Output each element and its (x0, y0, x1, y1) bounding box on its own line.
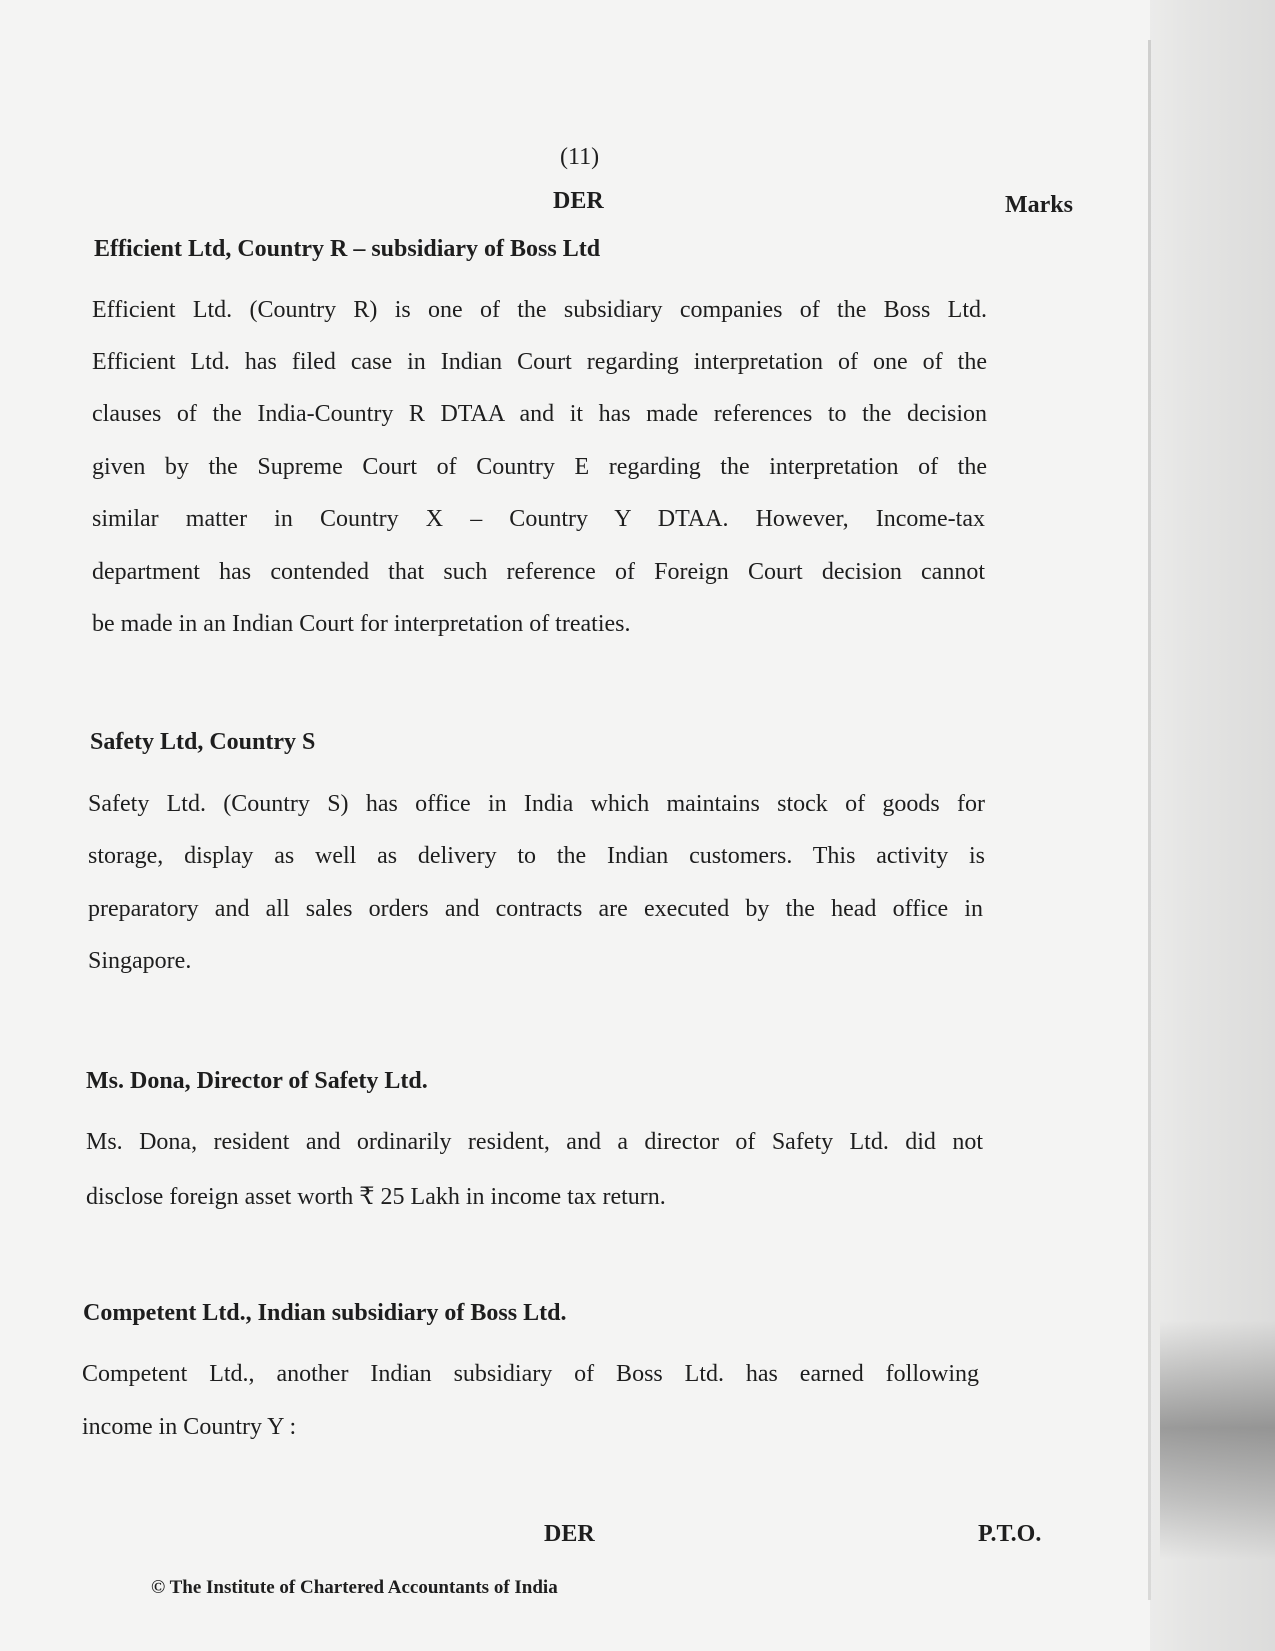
paragraph-line: Ms. Dona, resident and ordinarily resident, and a director of Safety Ltd. did not (86, 1129, 983, 1155)
section-heading-safety: Safety Ltd, Country S (90, 729, 316, 755)
paper-code-header: DER (553, 188, 604, 214)
paragraph-line: given by the Supreme Court of Country E regarding the interpretation of the (92, 454, 987, 480)
pto-label: P.T.O. (978, 1521, 1042, 1547)
paragraph-line: preparatory and all sales orders and contracts are executed by the head office in (88, 896, 983, 922)
copyright-notice: © The Institute of Chartered Accountants of India (151, 1577, 558, 1598)
paragraph-line: Efficient Ltd. (Country R) is one of the subsidiary companies of the Boss Ltd. (92, 297, 987, 323)
paragraph-line: storage, display as well as delivery to the Indian customers. This activity is (88, 843, 985, 869)
paragraph-line: Singapore. (88, 948, 192, 974)
page-border-line (1148, 40, 1151, 1600)
paragraph-line: clauses of the India-Country R DTAA and it has made references to the decision (92, 401, 987, 427)
section-heading-competent: Competent Ltd., Indian subsidiary of Boss Ltd. (83, 1300, 567, 1326)
paragraph-line: be made in an Indian Court for interpretation of treaties. (92, 611, 631, 637)
paragraph-line: department has contended that such reference of Foreign Court decision cannot (92, 559, 985, 585)
section-heading-efficient: Efficient Ltd, Country R – subsidiary of Boss Ltd (94, 236, 601, 262)
page-number: (11) (560, 144, 600, 170)
paragraph-line: disclose foreign asset worth ₹ 25 Lakh in income tax return. (86, 1184, 666, 1210)
marks-label: Marks (1005, 192, 1073, 218)
section-heading-dona: Ms. Dona, Director of Safety Ltd. (86, 1068, 428, 1094)
paragraph-line: similar matter in Country X – Country Y DTAA. However, Income-tax (92, 506, 985, 532)
paragraph-line: Efficient Ltd. has filed case in Indian Court regarding interpretation of one of the (92, 349, 987, 375)
paragraph-line: income in Country Y : (82, 1414, 297, 1440)
paper-code-footer: DER (544, 1521, 595, 1547)
scan-shadow (1160, 1320, 1275, 1560)
paragraph-line: Safety Ltd. (Country S) has office in India which maintains stock of goods for (88, 791, 985, 817)
paragraph-line: Competent Ltd., another Indian subsidiary of Boss Ltd. has earned following (82, 1361, 979, 1387)
